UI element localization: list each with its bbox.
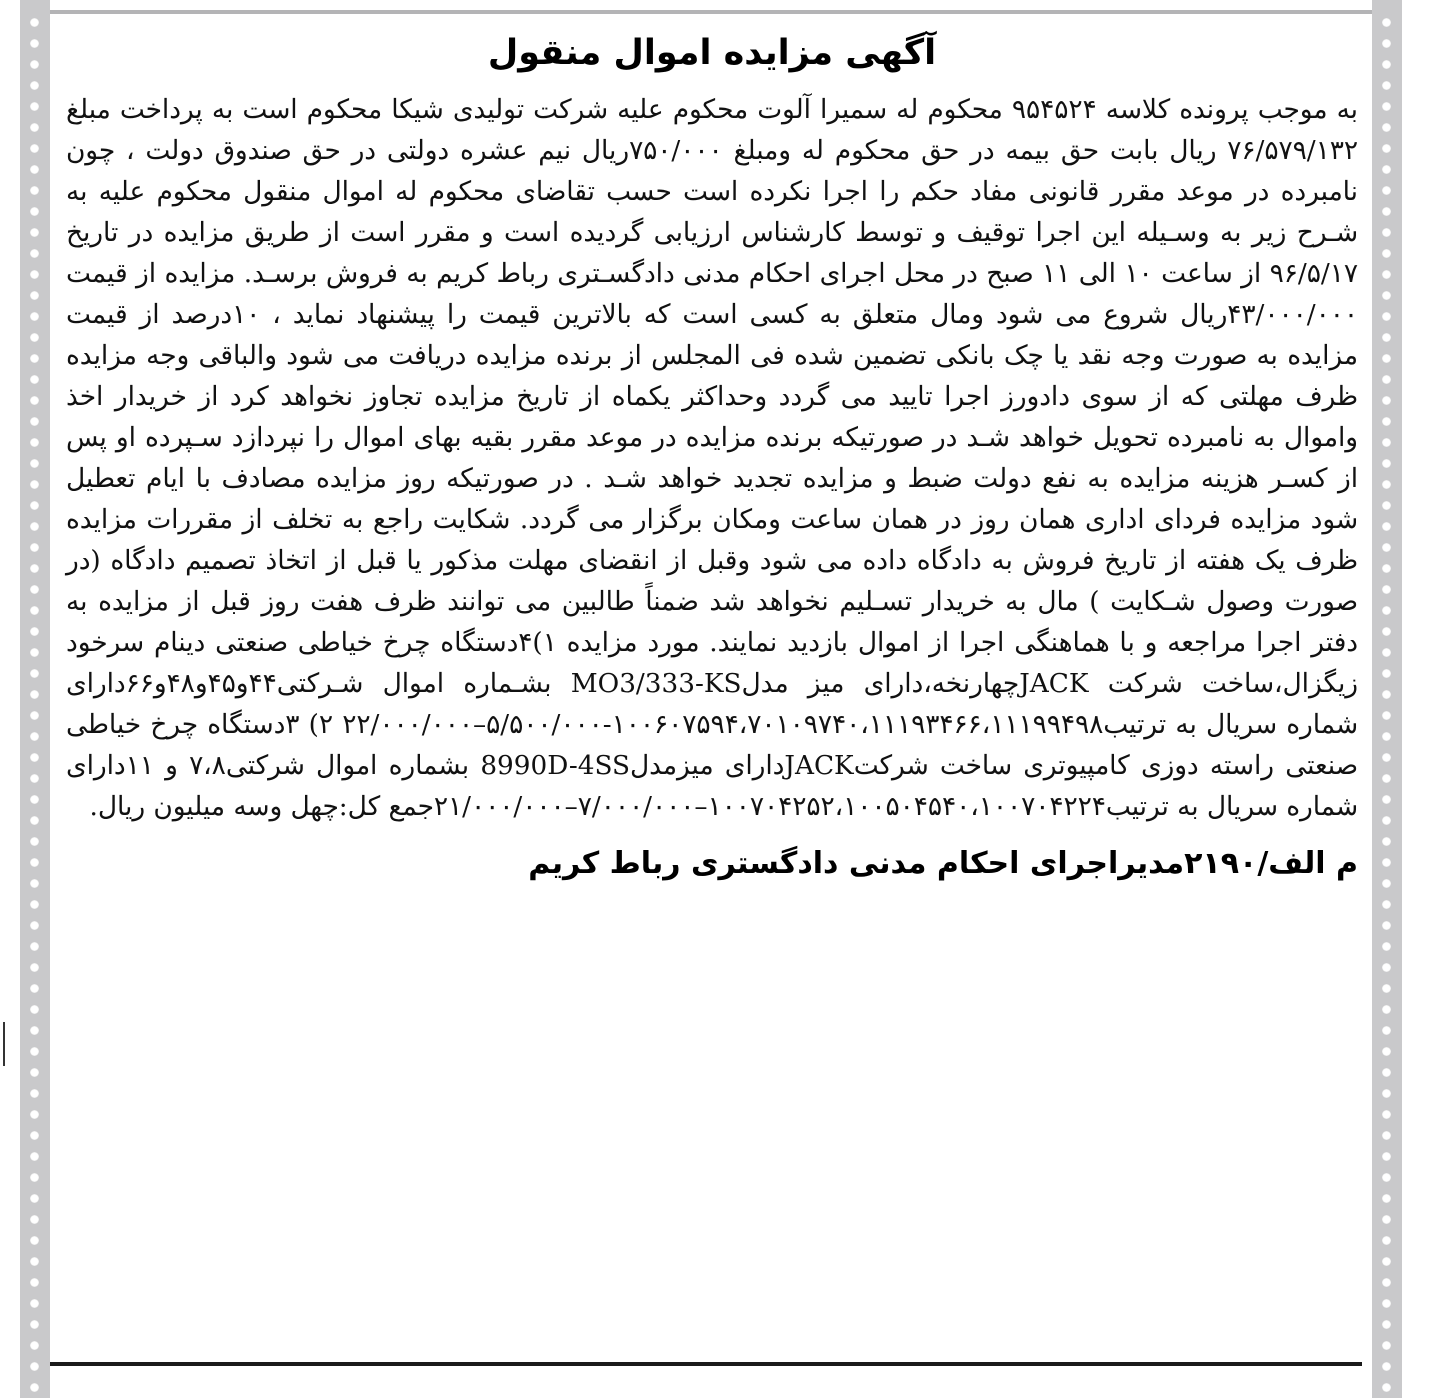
perforation-hole [30,60,39,69]
perforation-hole [1382,1383,1391,1392]
perforation-hole [30,585,39,594]
notice-body: به موجب پرونده کلاسه ۹۵۴۵۲۴ محکوم له سمیرا آلوت محکوم علیه شرکت تولیدی شیکا محکوم است به پرداخت مبلغ ۷۶/۵۷۹/۱۳۲ ریال بابت حق بیمه در حق محکوم له ومبلغ ۷۵۰/۰۰۰ریال نیم عشره دولتی در حق صندوق دولت ، چون نامبرده در موعد مقرر قانونی مفاد حکم را اجرا نکرده است حسب تقاضای محکوم له اموال منقول محکوم علیه به شـرح زیر به وسـیله این اجرا توقیف و توسط کارشناس ارزیابی گردیده است و مقرر است از طریق مزایده در تاریخ ۹۶/۵/۱۷ از ساعت ۱۰ الی ۱۱ صبح در محل اجرای احکام مدنی دادگسـتری رباط کریم به فروش برسـد. مزایده از قیمت ۴۳/۰۰۰/۰۰۰ریال شروع می شود ومال متعلق به کسی است که بالاترین قیمت را پیشنهاد نماید ، ۱۰درصد از قیمت مزایده به صورت وجه نقد یا چک بانکی تضمین شده فی المجلس از برنده مزایده دریافت می شود والباقی وجه مزایده ظرف مهلتی که از سوی دادورز اجرا تایید می گردد وحداکثر یکماه از تاریخ مزایده تجاوز نخواهد کرد از خریدار اخذ واموال به نامبرده تحویل خواهد شـد در صورتیکه برنده مزایده در موعد مقرر بقیه بهای اموال را نپردازد سـپرده او پس از کسـر هزینه مزایده به نفع دولت ضبط و مزایده تجدید خواهد شـد . در صورتیکه روز مزایده مصادف با ایام تعطیل شود مزایده فردای اداری همان روز در همان ساعت ومکان برگزار می گردد. شکایت راجع به تخلف از مقررات مزایده ظرف یک هفته از تاریخ فروش به دادگاه داده می شود وقبل از انقضای مهلت مذکور یا قبل از اتخاذ تصمیم دادگاه (در صورت وصول شـکایت ) مال به خریدار تسـلیم نخواهد شد ضمناً طالبین می توانند ظرف هفت روز قبل از مزایده به دفتر اجرا مراجعه و با هماهنگی اجرا از اموال بازدید نمایند. مورد مزایده ۱)۴دستگاه چرخ خیاطی صنعتی دینام سرخود زیگزال،ساخت شرکت JACKچهارنخه،دارای میز مدلMO3/333-KS بشـماره اموال شـرکتی۴۴و۴۵و۴۸و۶۶دارای شماره سریال به ترتیب۱۰۰۶۰۷۵۹۴،۷۰۱۰۹۷۴۰،۱۱۱۹۳۴۶۶،۱۱۱۹۹۴۹۸-۵/۵۰۰/۰۰۰–۲۲/۰۰۰/۰۰۰ ۲) ۳دستگاه چرخ خیاطی صنعتی راسته دوزی کامپیوتری ساخت شرکتJACKدارای میزمدل8990D-4SS بشماره اموال شرکتی۷،۸ و ۱۱دارای شماره سریال به ترتیب۱۰۰۷۰۴۲۵۲،۱۰۰۵۰۴۵۴۰،۱۰۰۷۰۴۲۲۴–۷/۰۰۰/۰۰۰–۲۱/۰۰۰/۰۰۰جمع کل:چهل وسه میلیون ریال. [66,95,1359,822]
perforation-hole [1382,984,1391,993]
perforation-hole [1382,543,1391,552]
perforation-hole [1382,60,1391,69]
perforation-hole [30,459,39,468]
perforation-hole [30,1278,39,1287]
perforation-hole [1382,186,1391,195]
perforation-hole [30,774,39,783]
perforation-hole [30,711,39,720]
perforation-hole [30,858,39,867]
perforation-hole [30,228,39,237]
perforation-hole [30,438,39,447]
perforation-hole [1382,396,1391,405]
perforation-hole [30,1152,39,1161]
perforation-hole [30,984,39,993]
perforation-hole [1382,627,1391,636]
perforation-hole [30,333,39,342]
perforation-hole [30,1026,39,1035]
perforation-hole [1382,648,1391,657]
perforation-hole [1382,1131,1391,1140]
perforation-hole [1382,711,1391,720]
perforation-hole [1382,1320,1391,1329]
perforation-hole [1382,837,1391,846]
perforation-hole [1382,1089,1391,1098]
perforation-hole [1382,228,1391,237]
perforation-hole [1382,480,1391,489]
perforation-hole [1382,963,1391,972]
perforation-hole [30,417,39,426]
perforation-hole [1382,858,1391,867]
perforation-hole [30,1005,39,1014]
perforation-hole [1382,1341,1391,1350]
perforation-hole [1382,1362,1391,1371]
perforation-hole [30,1173,39,1182]
perforation-hole [1382,438,1391,447]
perforation-hole [1382,753,1391,762]
perforation-hole [1382,732,1391,741]
perforation-hole [1382,900,1391,909]
perforation-hole [1382,417,1391,426]
perforation-hole [30,123,39,132]
perforation-hole [30,1383,39,1392]
perforation-hole [30,816,39,825]
perforation-hole [1382,1215,1391,1224]
perforation-hole [1382,501,1391,510]
perforation-hole [30,1110,39,1119]
perforation-hole [1382,291,1391,300]
perforation-hole [30,1341,39,1350]
perforation-hole [1382,375,1391,384]
perforation-hole [30,1215,39,1224]
perforation-hole [30,564,39,573]
perforation-hole [30,207,39,216]
perforation-hole [30,627,39,636]
perforation-hole [30,1257,39,1266]
perforation-hole [30,837,39,846]
perforation-hole [30,522,39,531]
notice-signature: م الف/۲۱۹۰مدیراجرای احکام مدنی دادگستری رباط کریم [528,846,1358,881]
perforation-hole [1382,1110,1391,1119]
perforation-hole [1382,18,1391,27]
left-perforated-margin [20,0,50,1398]
perforation-hole [1382,1047,1391,1056]
perforation-hole [30,480,39,489]
perforation-hole [30,543,39,552]
perforation-hole [1382,333,1391,342]
perforation-hole [30,1068,39,1077]
perforation-hole [30,102,39,111]
perforation-hole [1382,1068,1391,1077]
perforation-hole [30,291,39,300]
right-perforated-margin [1372,0,1402,1398]
perforation-hole [1382,942,1391,951]
perforation-hole [30,879,39,888]
perforation-hole [1382,816,1391,825]
perforation-hole [30,1131,39,1140]
perforation-hole [30,312,39,321]
perforation-hole [1382,1257,1391,1266]
perforation-hole [1382,249,1391,258]
perforation-hole [1382,165,1391,174]
perforation-hole [30,144,39,153]
perforation-hole [1382,795,1391,804]
perforation-hole [30,396,39,405]
perforation-hole [30,354,39,363]
perforation-hole [30,1236,39,1245]
perforation-hole [30,165,39,174]
perforation-hole [30,1320,39,1329]
perforation-hole [30,669,39,678]
perforation-hole [30,1089,39,1098]
bottom-border-rule [50,1362,1362,1366]
perforation-hole [1382,879,1391,888]
perforation-hole [1382,564,1391,573]
perforation-hole [1382,1005,1391,1014]
perforation-hole [30,39,39,48]
perforation-hole [1382,522,1391,531]
perforation-hole [30,648,39,657]
perforation-hole [30,963,39,972]
perforation-hole [30,921,39,930]
notice-title: آگهی مزایده اموال منقول [487,33,937,73]
perforation-hole [1382,921,1391,930]
perforation-hole [1382,1236,1391,1245]
perforation-hole [1382,1152,1391,1161]
perforation-hole [30,732,39,741]
perforation-hole [30,900,39,909]
perforation-hole [1382,39,1391,48]
perforation-hole [1382,1173,1391,1182]
perforation-hole [30,249,39,258]
perforation-hole [1382,102,1391,111]
perforation-hole [30,18,39,27]
perforation-hole [1382,1278,1391,1287]
left-edge-tick [3,1022,5,1066]
perforation-hole [30,690,39,699]
perforation-hole [1382,606,1391,615]
perforation-hole [1382,270,1391,279]
perforation-hole [1382,669,1391,678]
perforation-hole [1382,774,1391,783]
perforation-hole [1382,354,1391,363]
perforation-hole [30,270,39,279]
perforation-hole [30,606,39,615]
perforation-hole [30,501,39,510]
perforation-hole [30,186,39,195]
perforation-hole [30,1299,39,1308]
perforation-hole [1382,312,1391,321]
perforation-hole [1382,123,1391,132]
perforation-hole [30,753,39,762]
perforation-hole [1382,1026,1391,1035]
perforation-hole [1382,585,1391,594]
perforation-hole [30,1194,39,1203]
perforation-hole [1382,81,1391,90]
perforation-hole [1382,1299,1391,1308]
perforation-hole [30,81,39,90]
perforation-hole [30,795,39,804]
perforation-hole [30,1047,39,1056]
perforation-hole [1382,690,1391,699]
perforation-hole [30,375,39,384]
perforation-hole [1382,207,1391,216]
perforation-hole [1382,1194,1391,1203]
top-border-rule [50,10,1372,14]
perforation-hole [30,942,39,951]
perforation-hole [30,1362,39,1371]
perforation-hole [1382,144,1391,153]
perforation-hole [1382,459,1391,468]
auction-notice [66,22,1358,886]
